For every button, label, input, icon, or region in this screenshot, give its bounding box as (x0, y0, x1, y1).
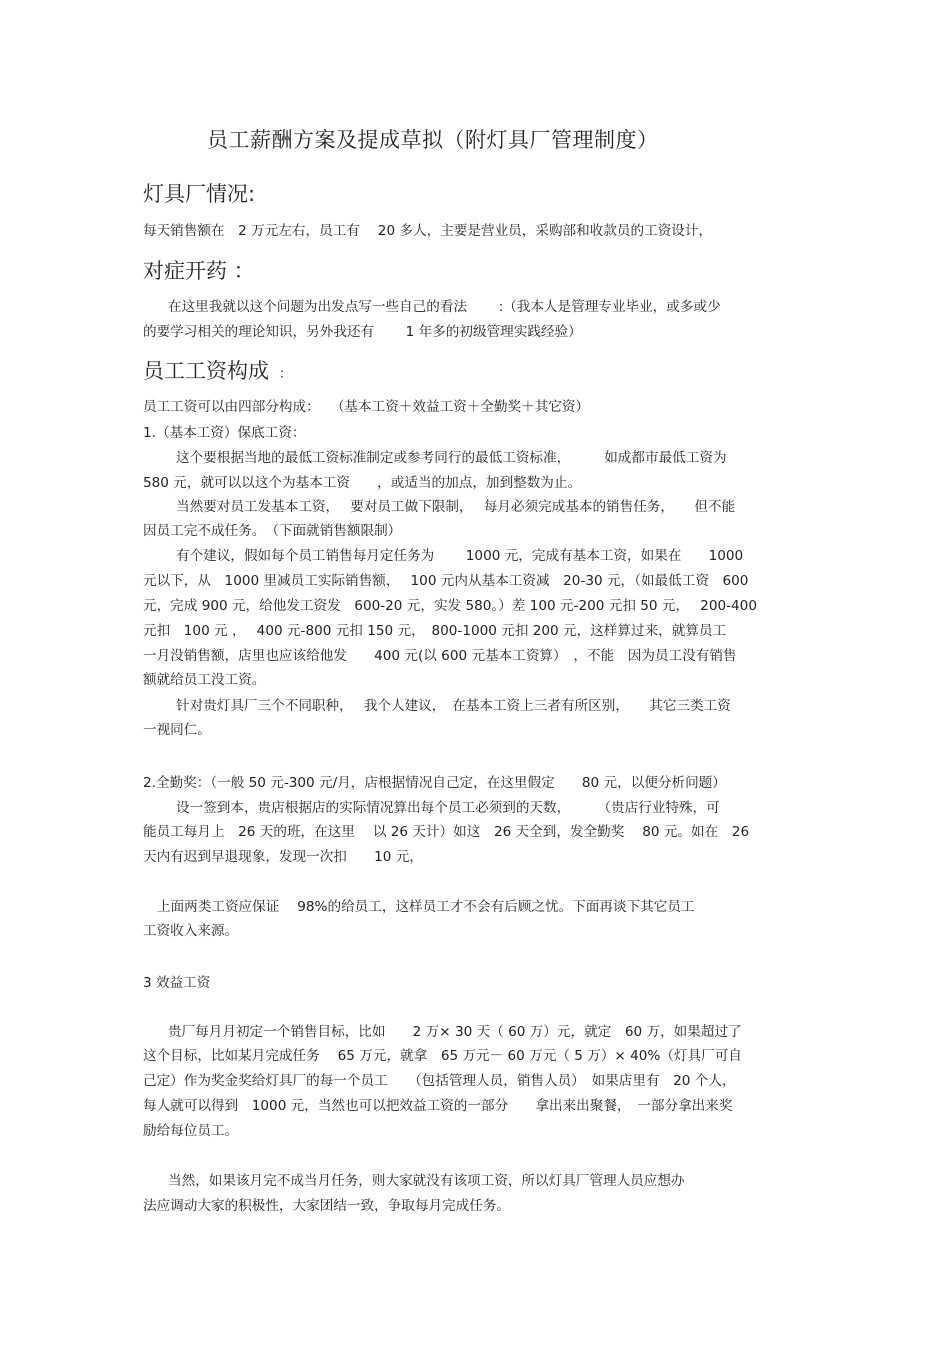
text-line: 工资收入来源。 (143, 923, 239, 939)
text-line: 这个目标，比如某月完成任务 65 万元，就拿 65 万元－ 60 万元（ 5 万）× 40%（灯具厂可自 (143, 1048, 742, 1064)
text-line: 额就给员工没工资。 (143, 672, 266, 688)
text-line: 580 元，就可以以这个为基本工资 ，或适当的加点，加到整数为止。 (143, 475, 582, 491)
section-heading-salary-structure (143, 355, 292, 385)
text-line: 有个建议，假如每个员工销售每月定任务为 1000 元，完成有基本工资，如果在 1000 (176, 548, 744, 564)
text-line: 设一签到本，贵店根据店的实际情况算出每个员工必须到的天数， （贵店行业特殊，可 (176, 800, 720, 816)
text-line: 贵厂每月月初定一个销售目标，比如 2 万× 30 天（ 60 万）元，就定 60 万，如果超过了 (168, 1024, 742, 1040)
heading-colon: ： (279, 366, 293, 382)
text-line: 能员工每月上 26 天的班，在这里 以 26 天计）如这 26 天全到，发全勤奖 80 元。如在 26 (143, 824, 750, 840)
text-line: 因员工完不成任务。 （下面就销售额限制） (143, 523, 402, 539)
text-line: 一视同仁。 (143, 722, 211, 738)
text-line: 每人就可以得到 1000 元，当然也可以把效益工资的一部分 拿出来出聚餐， 一部分拿出来奖 (143, 1098, 733, 1114)
text-line: 每天销售额在 2 万元左右，员工有 20 多人，主要是营业员，采购部和收款员的工资设计， (143, 223, 713, 239)
document-title: 员工薪酬方案及提成草拟（附灯具厂管理制度） (207, 128, 659, 152)
text-line: 元，完成 900 元，给他发工资发 600-20 元，实发 580。）差 100 元-200 元扣 50 元， 200-400 (143, 598, 757, 614)
text-line: 一月没销售额，店里也应该给他发 400 元(以 600 元基本工资算） ，不能 因为员工没有销售 (143, 648, 737, 664)
text-line: 元以下，从 1000 里减员工实际销售额， 100 元内从基本工资减 20-30 元，（如最低工资 600 (143, 573, 749, 589)
section-heading-factory: 灯具厂情况: (143, 182, 256, 206)
item-title-base-salary: 1.（基本工资）保底工资： (143, 425, 306, 441)
text-line: 天内有迟到早退现象，发现一次扣 10 元， (143, 849, 423, 865)
text-line: 这个要根据当地的最低工资标准制定或参考同行的最低工资标准， 如成都市最低工资为 (176, 450, 727, 466)
text-line: 针对贵灯具厂三个不同职种， 我个人建议， 在基本工资上三者有所区别， 其它三类工资 (176, 698, 731, 714)
text-line: 在这里我就以这个问题为出发点写一些自己的看法 :（我本人是管理专业毕业，或多或少 (168, 299, 721, 315)
text-line: 己定）作为奖金奖给灯具厂的每一个员工 （包括管理人员，销售人员） 如果店里有 20 个人， (143, 1073, 736, 1089)
text-line: 法应调动大家的积极性，大家团结一致，争取每月完成任务。 (143, 1198, 511, 1214)
text-line: 上面两类工资应保证 98%的给员工，这样员工才不会有后顾之忧。下面再谈下其它员工 (157, 899, 695, 915)
text-line: 员工工资可以由四部分构成： （基本工资＋效益工资＋全勤奖＋其它资） (143, 399, 590, 415)
text-line: 元扣 100 元 ， 400 元-800 元扣 150 元， 800-1000 元扣 200 元，这样算过来，就算员工 (143, 623, 727, 639)
item-title-attendance-bonus: 2.全勤奖：（一般 50 元-300 元/月，店根据情况自己定，在这里假定 80 元，以便分析问题） (143, 775, 726, 791)
text-line: 励给每位员工。 (143, 1123, 239, 1139)
text-line: 的要学习相关的理论知识，另外我还有 1 年多的初级管理实践经验） (143, 324, 582, 340)
section-heading-remedy: 对症开药 ： (143, 259, 255, 283)
heading-text: 员工工资构成 (143, 359, 269, 383)
text-line: 当然要对员工发基本工资， 要对员工做下限制， 每月必须完成基本的销售任务， 但不能 (176, 499, 736, 515)
text-line: 当然，如果该月完不成当月任务，则大家就没有该项工资，所以灯具厂管理人员应想办 (168, 1173, 685, 1189)
item-title-performance-salary: 3 效益工资 (143, 975, 211, 991)
